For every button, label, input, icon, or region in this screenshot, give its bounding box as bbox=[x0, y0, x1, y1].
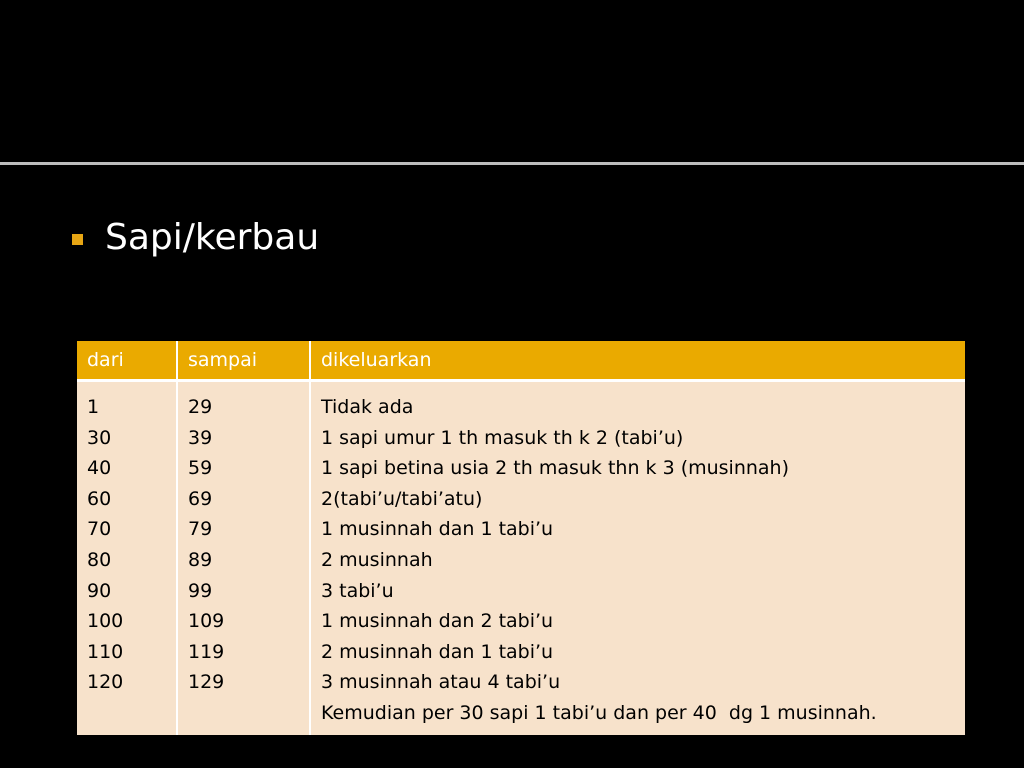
table-header-row bbox=[77, 341, 965, 381]
dikeluarkan-value: Tidak ada bbox=[321, 396, 414, 418]
dari-value: 70 bbox=[87, 518, 112, 541]
bullet-item bbox=[72, 217, 319, 259]
sampai-value: 89 bbox=[188, 548, 213, 571]
dari-column-cell bbox=[77, 381, 177, 735]
square-bullet-icon bbox=[72, 234, 83, 245]
dikeluarkan-value: 2 musinnah bbox=[321, 548, 433, 571]
sampai-value: 59 bbox=[188, 457, 213, 480]
table-row bbox=[77, 381, 965, 735]
dari-value: 1 bbox=[87, 396, 100, 418]
slide-content bbox=[0, 165, 1024, 768]
sampai-column-cell bbox=[177, 381, 310, 735]
title-band bbox=[0, 0, 1024, 160]
sampai-value: 39 bbox=[188, 426, 213, 449]
header-dari: dari bbox=[77, 341, 177, 381]
dari-value: 100 bbox=[87, 610, 124, 633]
bullet-text: Sapi/kerbau bbox=[105, 217, 320, 258]
dikeluarkan-value: 1 sapi umur 1 th masuk th k 2 (tabi’u) bbox=[321, 426, 684, 449]
dikeluarkan-value: Kemudian per 30 sapi 1 tabi’u dan per 40 dg 1 musinnah. bbox=[321, 701, 877, 724]
dari-value: 60 bbox=[87, 487, 112, 510]
header-dikeluarkan: dikeluarkan bbox=[310, 341, 965, 381]
dari-value: 90 bbox=[87, 579, 112, 602]
dikeluarkan-column-cell bbox=[310, 381, 965, 735]
dari-value: 120 bbox=[87, 671, 124, 694]
sampai-value: 99 bbox=[188, 579, 213, 602]
header-sampai: sampai bbox=[177, 341, 310, 381]
dikeluarkan-value: 1 musinnah dan 2 tabi’u bbox=[321, 610, 554, 633]
dari-value: 40 bbox=[87, 457, 112, 480]
dari-value: 30 bbox=[87, 426, 112, 449]
dikeluarkan-value: 2(tabi’u/tabi’atu) bbox=[321, 487, 483, 510]
dikeluarkan-value: 3 tabi’u bbox=[321, 579, 394, 602]
dikeluarkan-value: 1 sapi betina usia 2 th masuk thn k 3 (musinnah) bbox=[321, 457, 790, 480]
zakat-table bbox=[77, 341, 965, 735]
sampai-value: 29 bbox=[188, 396, 213, 418]
sampai-value: 69 bbox=[188, 487, 213, 510]
sampai-value: 119 bbox=[188, 640, 225, 663]
sampai-value: 109 bbox=[188, 610, 225, 633]
sampai-value: 79 bbox=[188, 518, 213, 541]
dikeluarkan-value: 3 musinnah atau 4 tabi’u bbox=[321, 671, 561, 694]
dikeluarkan-value: 2 musinnah dan 1 tabi’u bbox=[321, 640, 554, 663]
dari-value: 110 bbox=[87, 640, 124, 663]
sampai-value: 129 bbox=[188, 671, 225, 694]
dikeluarkan-value: 1 musinnah dan 1 tabi’u bbox=[321, 518, 554, 541]
dari-value: 80 bbox=[87, 548, 112, 571]
